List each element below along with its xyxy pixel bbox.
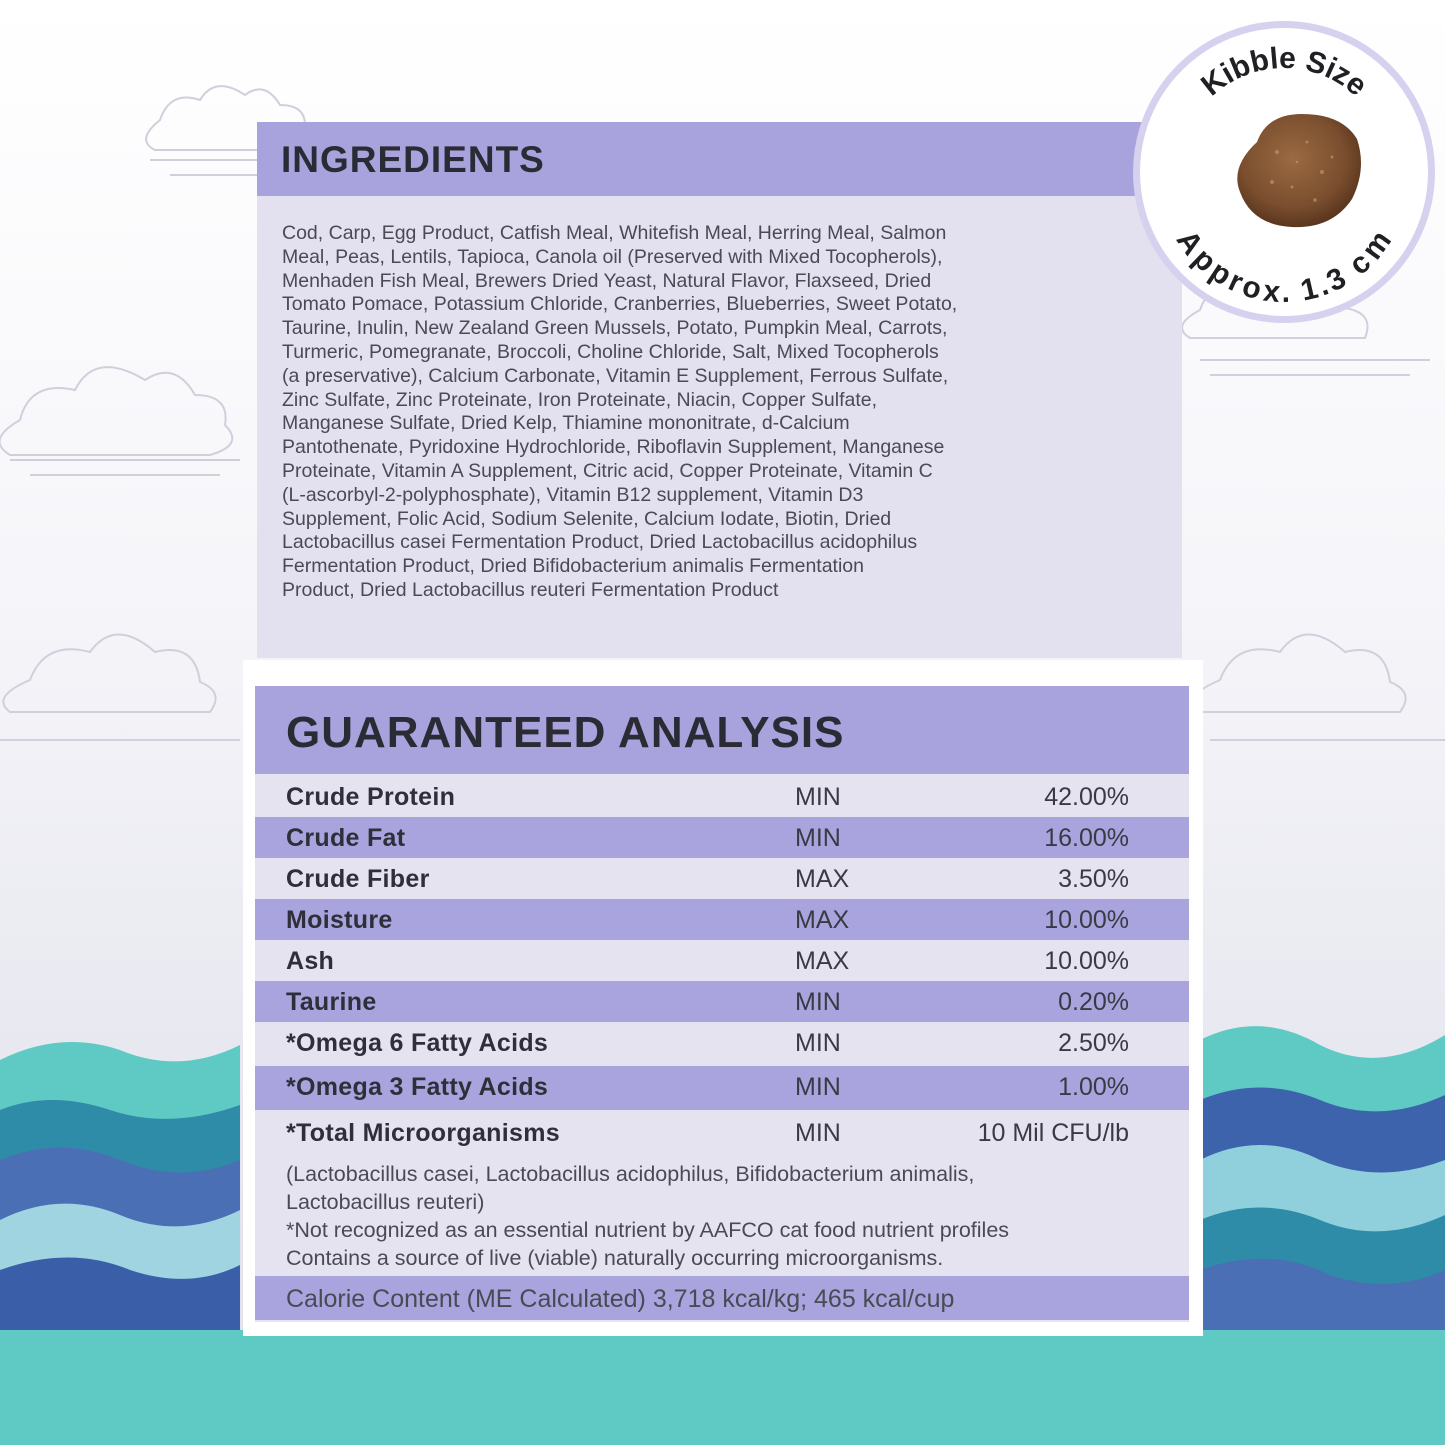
ingredients-line: Meal, Peas, Lentils, Tapioca, Canola oil (Preserved with Mixed Tocopherols), [282,245,943,268]
analysis-heading: GUARANTEED ANALYSIS [255,686,1189,774]
nutrient-name: Moisture [286,906,393,934]
note-line: (Lactobacillus casei, Lactobacillus acidophilus, Bifidobacterium animalis, [286,1162,975,1186]
nutrient-value: 3.50% [1058,865,1129,893]
nutrient-value: 1.00% [1058,1073,1129,1101]
nutrient-name: Crude Fat [286,824,406,852]
nutrient-min-max: MIN [795,1029,841,1057]
guaranteed-analysis-panel [255,686,1189,1322]
note-line: Contains a source of live (viable) naturally occurring microorganisms. [286,1246,944,1270]
nutrient-value: 0.20% [1058,988,1129,1016]
ingredients-line: Supplement, Folic Acid, Sodium Selenite, Calcium Iodate, Biotin, Dried [282,507,892,530]
ingredients-line: Tomato Pomace, Potassium Chloride, Cranberries, Blueberries, Sweet Potato, [282,293,958,316]
ingredients-line: Pantothenate, Pyridoxine Hydrochloride, Riboflavin Supplement, Manganese [282,436,945,459]
nutrient-name: *Omega 6 Fatty Acids [286,1029,549,1057]
nutrient-min-max: MIN [795,1119,841,1147]
calorie-content: Calorie Content (ME Calculated) 3,718 kcal/kg; 465 kcal/cup [255,1276,1189,1320]
ingredients-line: Turmeric, Pomegranate, Broccoli, Choline Chloride, Salt, Mixed Tocopherols [282,340,939,363]
ingredients-line: Proteinate, Vitamin A Supplement, Citric acid, Copper Proteinate, Vitamin C [282,459,933,482]
nutrient-value: 16.00% [1044,824,1129,852]
analysis-row [255,1066,1189,1110]
ingredients-line: Manganese Sulfate, Dried Kelp, Thiamine mononitrate, d-Calcium [282,412,850,435]
analysis-row [255,981,1189,1022]
ingredients-heading: INGREDIENTS [257,122,1182,196]
nutrient-name: *Total Microorganisms [286,1119,560,1147]
nutrient-value: 10 Mil CFU/lb [977,1119,1129,1147]
ingredients-line: Zinc Sulfate, Zinc Proteinate, Iron Proteinate, Niacin, Copper Sulfate, [282,388,878,411]
nutrient-value: 10.00% [1044,906,1129,934]
nutrient-min-max: MIN [795,824,841,852]
note-line: *Not recognized as an essential nutrient by AAFCO cat food nutrient profiles [286,1218,1010,1242]
nutrient-name: Taurine [286,988,377,1016]
ingredients-line: Cod, Carp, Egg Product, Catfish Meal, Whitefish Meal, Herring Meal, Salmon [282,222,947,244]
nutrient-min-max: MIN [795,783,841,811]
nutrient-value: 42.00% [1044,783,1129,811]
analysis-row [255,776,1189,817]
nutrient-name: Crude Protein [286,783,456,811]
nutrient-min-max: MIN [795,988,841,1016]
analysis-notes [286,1160,1166,1272]
nutrient-name: *Omega 3 Fatty Acids [286,1073,549,1101]
nutrient-value: 2.50% [1058,1029,1129,1057]
ingredients-line: Fermentation Product, Dried Bifidobacterium animalis Fermentation [282,555,865,578]
analysis-row [255,940,1189,981]
badge-top-text: Kibble Size [1195,41,1374,103]
note-line: Lactobacillus reuteri) [286,1190,485,1214]
nutrient-value: 10.00% [1044,947,1129,975]
nutrient-min-max: MIN [795,1073,841,1101]
ingredients-line: Lactobacillus casei Fermentation Product, Dried Lactobacillus acidophilus [282,531,918,554]
ingredients-list [282,222,1072,603]
nutrient-min-max: MAX [795,906,850,934]
ingredients-panel [257,122,1182,658]
analysis-row [255,1022,1189,1066]
ingredients-line: (a preservative), Calcium Carbonate, Vitamin E Supplement, Ferrous Sulfate, [282,364,949,387]
nutrient-name: Crude Fiber [286,865,430,893]
badge-bottom-text: Approx. 1.3 cm [1169,224,1398,310]
nutrient-min-max: MAX [795,947,850,975]
kibble-size-badge [1133,21,1435,323]
ingredients-line: Product, Dried Lactobacillus reuteri Fermentation Product [282,578,779,601]
analysis-row [255,858,1189,899]
analysis-row [255,899,1189,940]
kibble-image [1237,112,1363,230]
analysis-row [255,1112,1189,1153]
nutrient-name: Ash [286,947,335,975]
ingredients-line: Menhaden Fish Meal, Brewers Dried Yeast, Natural Flavor, Flaxseed, Dried [282,269,932,292]
ingredients-line: Taurine, Inulin, New Zealand Green Mussels, Potato, Pumpkin Meal, Carrots, [282,317,948,340]
ingredients-line: (L-ascorbyl-2-polyphosphate), Vitamin B12 supplement, Vitamin D3 [282,483,864,506]
analysis-row [255,817,1189,858]
nutrient-min-max: MAX [795,865,850,893]
